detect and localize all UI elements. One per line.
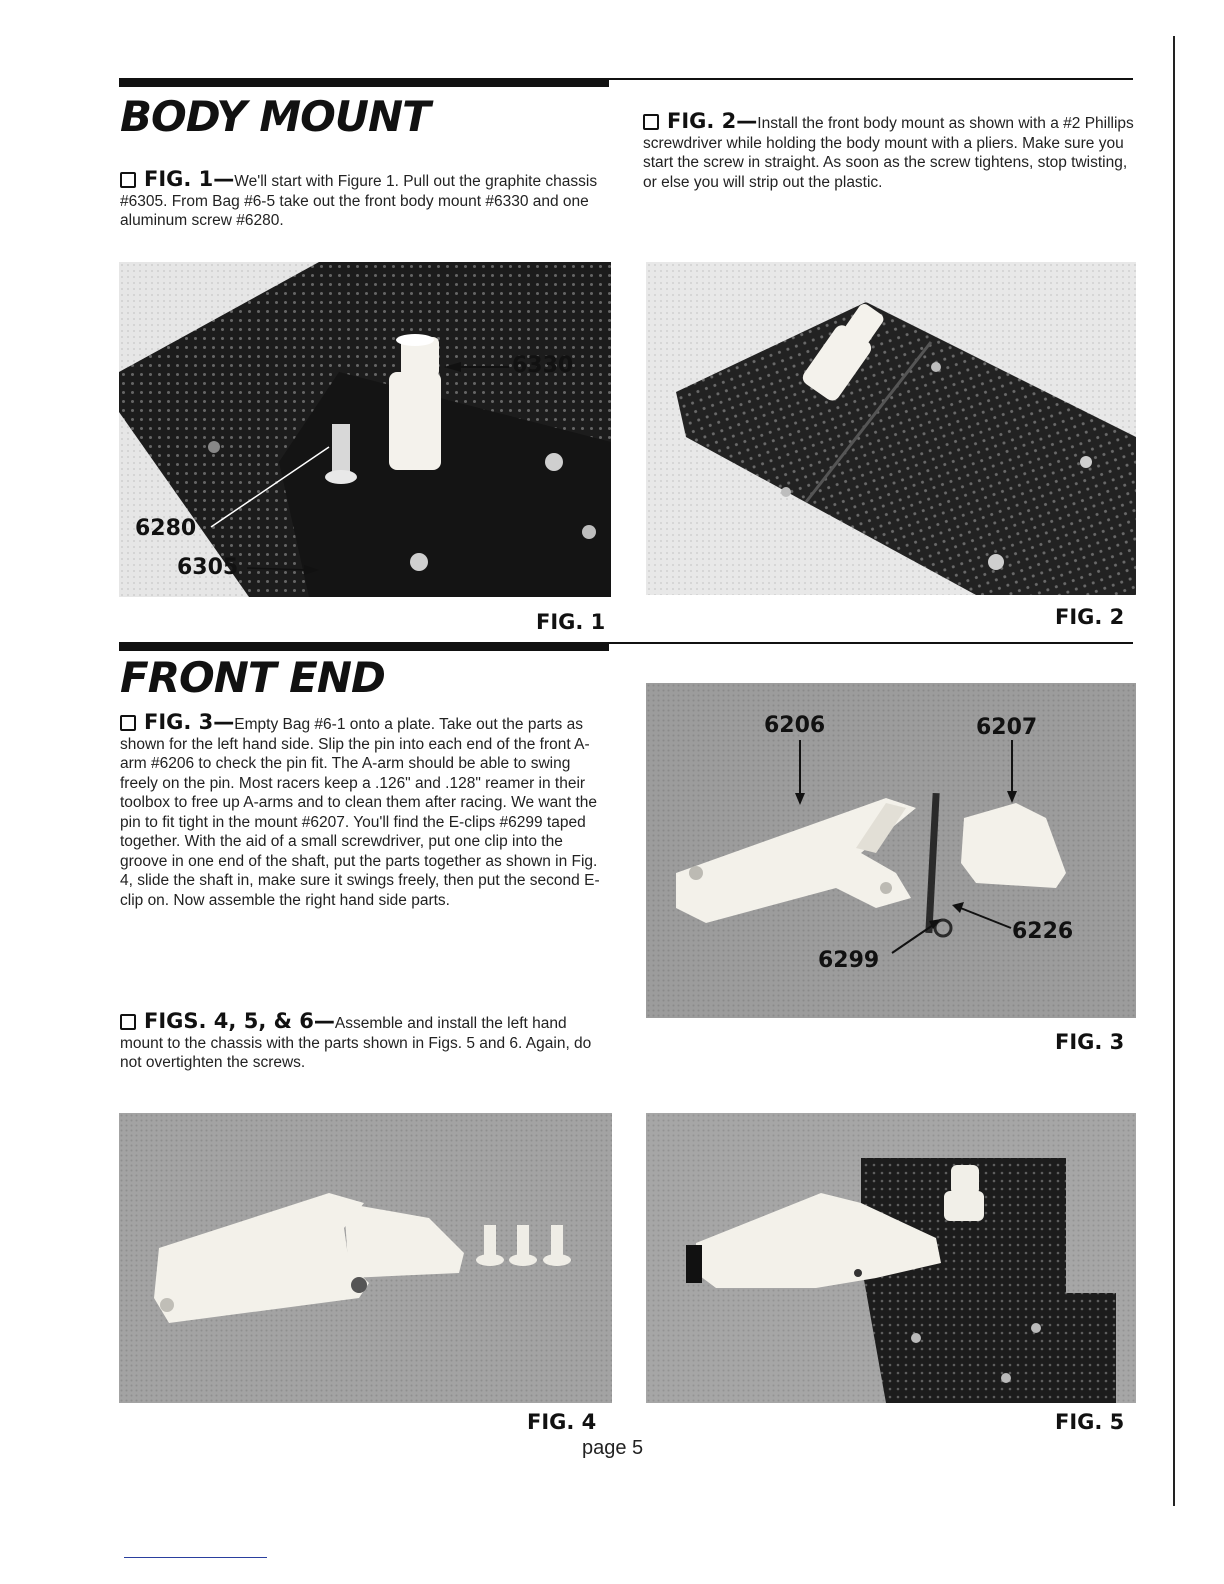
section-rule-body-mount-thin	[609, 78, 1133, 80]
page-number: page 5	[582, 1437, 644, 1459]
photo-fig3	[646, 683, 1136, 1018]
callout-6280: 6280	[135, 516, 197, 541]
checkbox-icon[interactable]	[120, 715, 136, 731]
fig2-label: FIG. 2	[1055, 605, 1125, 629]
paragraph-fig1	[120, 167, 610, 231]
section-rule-body-mount	[119, 78, 609, 87]
heading-front-end: FRONT END	[120, 653, 385, 702]
paragraph-figs456	[120, 1009, 610, 1073]
lead-fig1: FIG. 1—	[144, 167, 235, 191]
callout-6226: 6226	[1012, 919, 1074, 944]
text-fig1: We'll start with Figure 1. Pull out the graphite chassis #6305. From Bag #6-5 take out the front body mount #6330 and one aluminum screw #6280.	[120, 173, 598, 229]
footer-rule	[124, 1557, 267, 1558]
paragraph-fig3	[120, 710, 610, 910]
checkbox-icon[interactable]	[120, 1014, 136, 1030]
lead-fig3: FIG. 3—	[144, 710, 235, 734]
callout-6206: 6206	[764, 713, 826, 738]
paragraph-fig2	[643, 109, 1135, 192]
photo-fig2	[646, 262, 1136, 595]
photo-fig1	[119, 262, 611, 597]
photo-fig4	[119, 1113, 612, 1403]
section-rule-front-end	[119, 642, 609, 651]
page-margin-line	[1173, 36, 1175, 1506]
heading-body-mount: BODY MOUNT	[120, 92, 430, 141]
callout-6207: 6207	[976, 715, 1038, 740]
callout-6330: 6330	[512, 353, 574, 378]
fig4-label: FIG. 4	[527, 1410, 597, 1434]
fig5-label: FIG. 5	[1055, 1410, 1125, 1434]
checkbox-icon[interactable]	[643, 114, 659, 130]
callout-6305: 6305	[177, 555, 239, 580]
text-fig2: Install the front body mount as shown with a #2 Phillips screwdriver while holding the body mount with a pliers. Make sure you start the screw in straight. As soon as the screw tightens, stop twisting, or else you will strip out the plastic.	[643, 115, 1134, 191]
checkbox-icon[interactable]	[120, 172, 136, 188]
fig1-label: FIG. 1	[536, 610, 606, 634]
text-fig3: Empty Bag #6-1 onto a plate. Take out the parts as shown for the left hand side. Slip the pin into each end of the front A-arm #6206 to check the pin fit. The A-arm should be able to swing freely on the pin. Most racers keep a .126" and .128" reamer in their toolbox to free up A-arms and to clean them after racing. We want the pin to fit tight in the mount #6207. You'll find the E-clips #6299 taped together. With the aid of a small screwdriver, put one clip into the groove in one end of the shaft, put the parts together as shown in Fig. 4, slide the shaft in, make sure it swings freely, then put the second E-clip on. Now assemble the right hand side parts.	[120, 716, 600, 909]
lead-fig2: FIG. 2—	[667, 109, 758, 133]
fig3-label: FIG. 3	[1055, 1030, 1125, 1054]
section-rule-front-end-thin	[609, 642, 1133, 644]
lead-figs456: FIGS. 4, 5, & 6—	[144, 1009, 335, 1033]
callout-6299: 6299	[818, 948, 880, 973]
photo-fig5	[646, 1113, 1136, 1403]
text-figs456: Assemble and install the left hand mount to the chassis with the parts shown in Figs. 5 and 6. Again, do not overtighten the screws.	[120, 1015, 592, 1071]
